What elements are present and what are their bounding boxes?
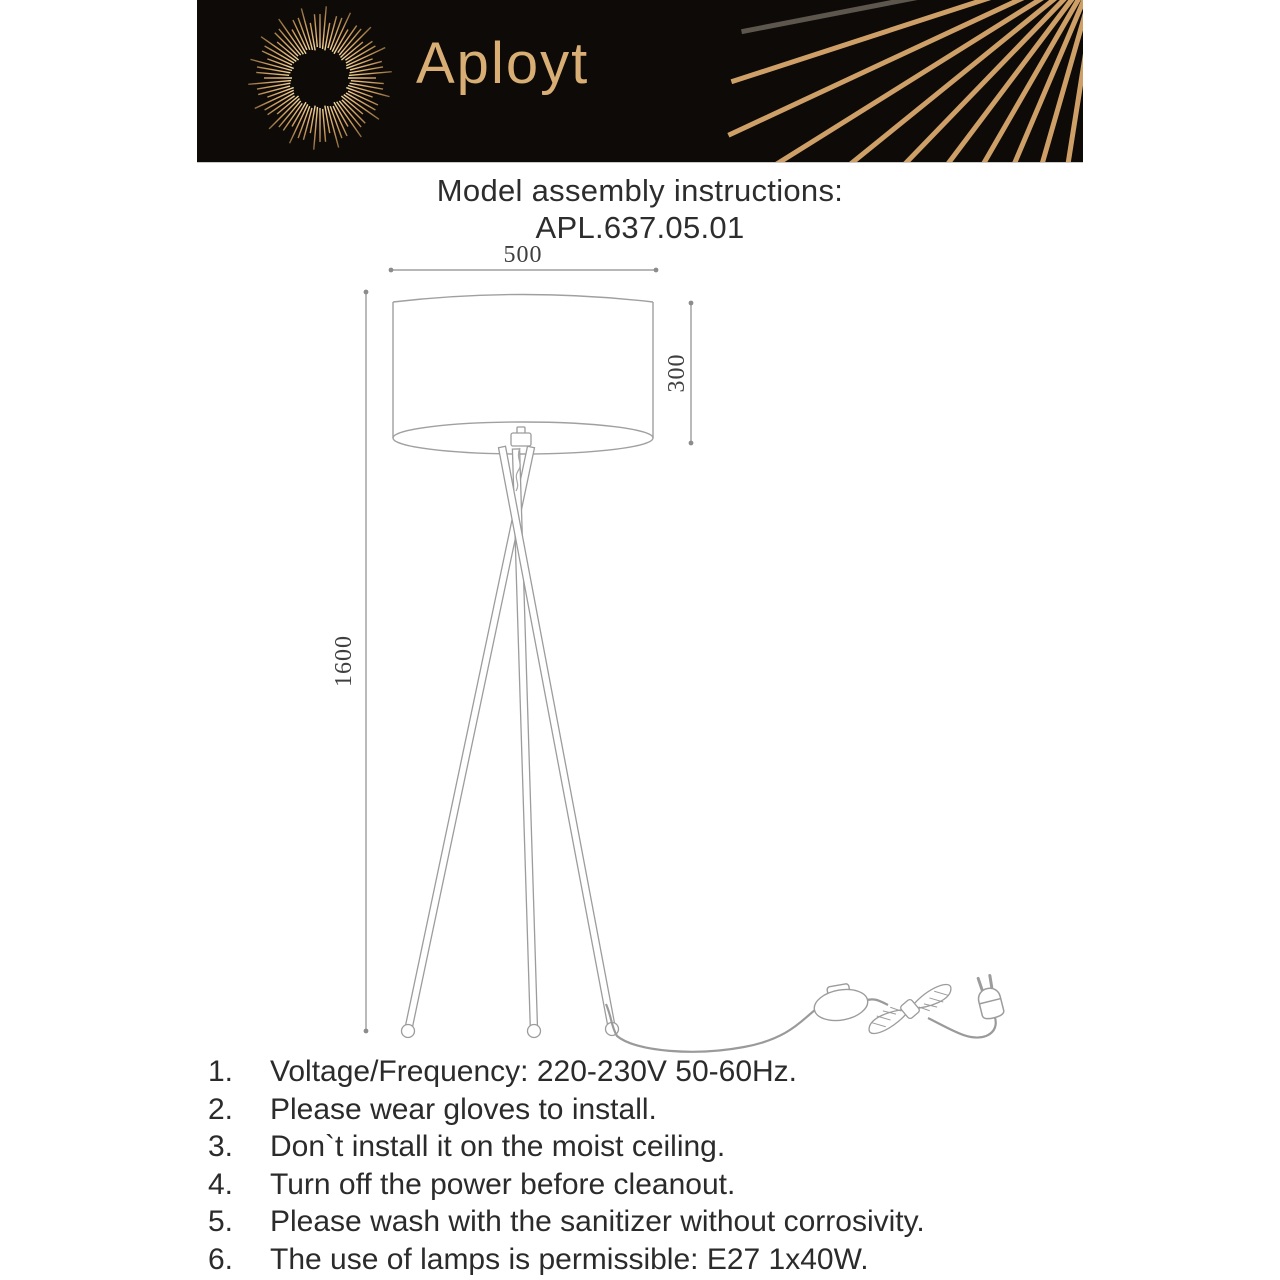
list-item	[208, 1128, 1108, 1166]
lamp-leg	[512, 449, 537, 1031]
power-cord	[606, 999, 996, 1051]
lamp-leg	[499, 446, 616, 1029]
instruction-list	[208, 1053, 1108, 1278]
dimension-width	[389, 268, 659, 273]
tripod-legs	[405, 446, 616, 1031]
list-item-number: 3.	[208, 1130, 234, 1163]
list-item-text: The use of lamps is permissible: E27 1x40W.	[270, 1242, 869, 1276]
list-item-text: Please wash with the sanitizer without corrosivity.	[270, 1205, 925, 1238]
brand-banner	[197, 0, 1083, 163]
corner-rays-icon	[728, 0, 1083, 163]
power-plug	[973, 974, 1005, 1020]
list-item-number: 2.	[208, 1092, 234, 1126]
foot-switch	[811, 981, 870, 1025]
dimension-shade-height-label: 300	[664, 353, 690, 393]
list-item	[208, 1053, 1108, 1091]
list-item-text: Voltage/Frequency: 220-230V 50-60Hz.	[270, 1055, 798, 1088]
list-item	[208, 1241, 1108, 1279]
lamp-socket	[511, 427, 531, 446]
list-item	[208, 1166, 1108, 1204]
list-item-text: Turn off the power before cleanout.	[270, 1167, 736, 1201]
title-block	[0, 172, 1280, 246]
model-number: APL.637.05.01	[535, 210, 745, 245]
list-item-number: 5.	[208, 1205, 234, 1238]
sunburst-logo-icon	[248, 6, 391, 149]
list-item	[208, 1203, 1108, 1241]
list-item-text: Please wear gloves to install.	[270, 1092, 657, 1126]
lamp-leg	[405, 446, 535, 1031]
inner-wire	[516, 448, 520, 491]
list-item	[208, 1091, 1108, 1129]
page-title: Model assembly instructions:	[436, 173, 844, 208]
cord-coil	[865, 967, 955, 1050]
dimension-total-height	[364, 290, 369, 1034]
list-item-text: Don`t install it on the moist ceiling.	[270, 1130, 726, 1163]
list-item-number: 4.	[208, 1167, 234, 1201]
dimension-total-height-label: 1600	[331, 635, 357, 687]
brand-name: Aployt	[416, 31, 590, 96]
leg-feet	[402, 1023, 619, 1038]
dimension-shade-height	[689, 301, 694, 446]
dimension-width-label: 500	[503, 242, 543, 268]
banner-decoration	[197, 0, 1083, 163]
list-item-number: 1.	[208, 1055, 234, 1088]
list-item-number: 6.	[208, 1242, 234, 1276]
lamp-shade	[393, 295, 653, 455]
